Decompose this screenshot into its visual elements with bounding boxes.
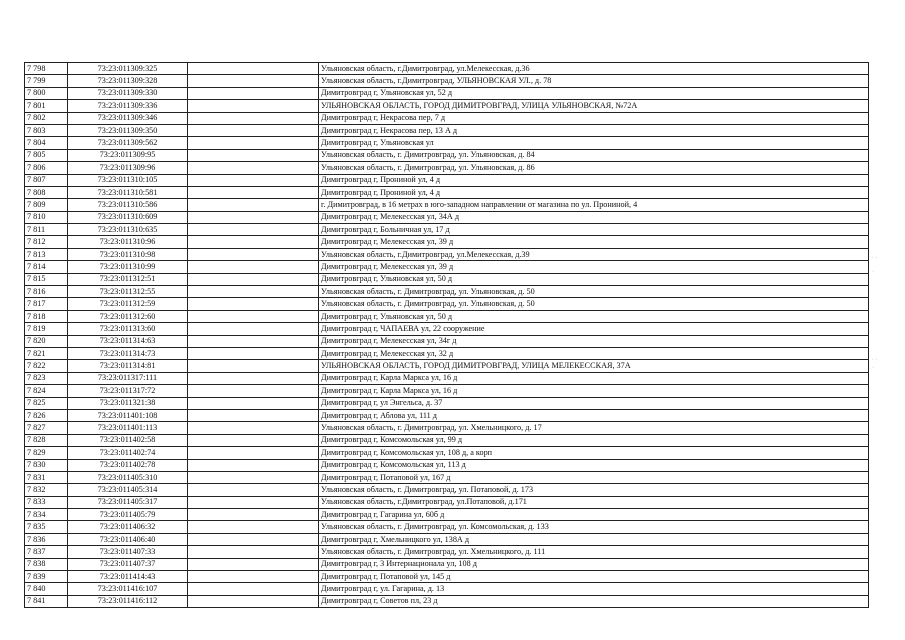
- row-number-cell: 7 832: [25, 484, 68, 496]
- row-number-cell: 7 831: [25, 471, 68, 483]
- empty-cell: [188, 372, 319, 384]
- row-number-cell: 7 828: [25, 434, 68, 446]
- table-row: [25, 174, 869, 186]
- row-number-cell: 7 798: [25, 63, 68, 75]
- cadastral-number-cell: 73:23:011405:314: [68, 484, 188, 496]
- table-body: [25, 63, 869, 608]
- cadastral-number-cell: 73:23:011405:317: [68, 496, 188, 508]
- address-cell: Димитровград г, Больничная ул, 17 д: [319, 224, 869, 236]
- row-number-cell: 7 821: [25, 347, 68, 359]
- table-row: [25, 286, 869, 298]
- empty-cell: [188, 422, 319, 434]
- cadastral-number-cell: 73:23:011405:79: [68, 509, 188, 521]
- table-row: [25, 211, 869, 223]
- empty-cell: [188, 323, 319, 335]
- address-cell: Димитровград г, Прониной ул, 4 д: [319, 186, 869, 198]
- empty-cell: [188, 509, 319, 521]
- address-cell: Димитровград г, Хмельницкого ул, 138А д: [319, 533, 869, 545]
- table-row: [25, 571, 869, 583]
- address-cell: Димитровград г, Гагарина ул, 60б д: [319, 509, 869, 521]
- address-cell: Димитровград г, ул. Гагарина, д. 13: [319, 583, 869, 595]
- cadastral-number-cell: 73:23:011309:346: [68, 112, 188, 124]
- empty-cell: [188, 162, 319, 174]
- cadastral-number-cell: 73:23:011309:330: [68, 87, 188, 99]
- table-row: [25, 347, 869, 359]
- empty-cell: [188, 533, 319, 545]
- table-row: [25, 149, 869, 161]
- table-row: [25, 137, 869, 149]
- empty-cell: [188, 595, 319, 607]
- row-number-cell: 7 806: [25, 162, 68, 174]
- table-row: [25, 484, 869, 496]
- cadastral-number-cell: 73:23:011405:310: [68, 471, 188, 483]
- table-row: [25, 236, 869, 248]
- cadastral-number-cell: 73:23:011416:112: [68, 595, 188, 607]
- row-number-cell: 7 829: [25, 447, 68, 459]
- empty-cell: [188, 63, 319, 75]
- address-cell: Димитровград г, Потаповой ул, 145 д: [319, 571, 869, 583]
- empty-cell: [188, 186, 319, 198]
- address-cell: Димитровград г, Карла Маркса ул, 16 д: [319, 372, 869, 384]
- cadastral-number-cell: 73:23:011309:562: [68, 137, 188, 149]
- address-cell: г. Димитровград, в 16 метрах в юго-западном направлении от магазина по ул. Прониной, 4: [319, 199, 869, 211]
- empty-cell: [188, 248, 319, 260]
- address-cell: Димитровград г, Ульяновская ул, 52 д: [319, 87, 869, 99]
- empty-cell: [188, 87, 319, 99]
- cadastral-number-cell: 73:23:011312:51: [68, 273, 188, 285]
- row-number-cell: 7 801: [25, 100, 68, 112]
- empty-cell: [188, 496, 319, 508]
- empty-cell: [188, 273, 319, 285]
- table-row: [25, 397, 869, 409]
- cadastral-number-cell: 73:23:011406:40: [68, 533, 188, 545]
- row-number-cell: 7 811: [25, 224, 68, 236]
- table-row: [25, 521, 869, 533]
- empty-cell: [188, 236, 319, 248]
- row-number-cell: 7 810: [25, 211, 68, 223]
- row-number-cell: 7 799: [25, 75, 68, 87]
- empty-cell: [188, 484, 319, 496]
- address-cell: Ульяновская область, г.Димитровград, УЛЬЯНОВСКАЯ УЛ., д. 78: [319, 75, 869, 87]
- address-cell: Димитровград г, Некрасова пер, 13 А д: [319, 124, 869, 136]
- address-cell: Димитровград г, Мелекесская ул, 34г д: [319, 335, 869, 347]
- table-row: [25, 546, 869, 558]
- table-row: [25, 533, 869, 545]
- address-cell: Ульяновская область, г. Димитровград, ул. Ульяновская, д. 86: [319, 162, 869, 174]
- cadastral-number-cell: 73:23:011309:350: [68, 124, 188, 136]
- table-row: [25, 199, 869, 211]
- margin-scan-marks: · · · · · ·: [872, 255, 878, 371]
- row-number-cell: 7 814: [25, 261, 68, 273]
- cadastral-number-cell: 73:23:011309:325: [68, 63, 188, 75]
- cadastral-number-cell: 73:23:011401:113: [68, 422, 188, 434]
- row-number-cell: 7 836: [25, 533, 68, 545]
- row-number-cell: 7 816: [25, 286, 68, 298]
- cadastral-number-cell: 73:23:011309:328: [68, 75, 188, 87]
- empty-cell: [188, 409, 319, 421]
- row-number-cell: 7 819: [25, 323, 68, 335]
- address-cell: Димитровград г, Советов пл, 23 д: [319, 595, 869, 607]
- row-number-cell: 7 826: [25, 409, 68, 421]
- cadastral-number-cell: 73:23:011310:635: [68, 224, 188, 236]
- address-cell: Димитровград г, ул Энгельса, д. 37: [319, 397, 869, 409]
- address-cell: Ульяновская область, г. Димитровград, ул. Хмельницкого, д. 111: [319, 546, 869, 558]
- empty-cell: [188, 434, 319, 446]
- row-number-cell: 7 833: [25, 496, 68, 508]
- address-cell: Димитровград г, Мелекесская ул, 34А д: [319, 211, 869, 223]
- empty-cell: [188, 174, 319, 186]
- table-row: [25, 162, 869, 174]
- row-number-cell: 7 841: [25, 595, 68, 607]
- address-cell: Димитровград г, Прониной ул, 4 д: [319, 174, 869, 186]
- table-row: [25, 360, 869, 372]
- address-cell: Димитровград г, Аблова ул, 111 д: [319, 409, 869, 421]
- empty-cell: [188, 298, 319, 310]
- address-cell: Димитровград г, Потаповой ул, 167 д: [319, 471, 869, 483]
- cadastral-number-cell: 73:23:011309:96: [68, 162, 188, 174]
- table-row: [25, 298, 869, 310]
- table-row: [25, 447, 869, 459]
- row-number-cell: 7 809: [25, 199, 68, 211]
- address-cell: УЛЬЯНОВСКАЯ ОБЛАСТЬ, ГОРОД ДИМИТРОВГРАД, УЛИЦА УЛЬЯНОВСКАЯ, №72А: [319, 100, 869, 112]
- address-cell: Ульяновская область, г.Димитровград, ул.Мелекесская, д.36: [319, 63, 869, 75]
- table-row: [25, 471, 869, 483]
- cadastral-number-cell: 73:23:011313:60: [68, 323, 188, 335]
- empty-cell: [188, 75, 319, 87]
- table-row: [25, 100, 869, 112]
- row-number-cell: 7 808: [25, 186, 68, 198]
- table-row: [25, 583, 869, 595]
- empty-cell: [188, 558, 319, 570]
- cadastral-number-cell: 73:23:011314:81: [68, 360, 188, 372]
- cadastral-number-cell: 73:23:011402:58: [68, 434, 188, 446]
- table-row: [25, 273, 869, 285]
- cadastral-number-cell: 73:23:011321:38: [68, 397, 188, 409]
- address-cell: Димитровград г, Карла Маркса ул, 16 д: [319, 385, 869, 397]
- cadastral-number-cell: 73:23:011309:95: [68, 149, 188, 161]
- cadastral-number-cell: 73:23:011317:111: [68, 372, 188, 384]
- address-cell: Ульяновская область, г. Димитровград, ул. Ульяновская, д. 84: [319, 149, 869, 161]
- address-cell: Димитровград г, Ульяновская ул: [319, 137, 869, 149]
- row-number-cell: 7 824: [25, 385, 68, 397]
- address-cell: Ульяновская область, г. Димитровград, ул. Потаповой, д. 173: [319, 484, 869, 496]
- empty-cell: [188, 583, 319, 595]
- row-number-cell: 7 837: [25, 546, 68, 558]
- empty-cell: [188, 459, 319, 471]
- row-number-cell: 7 800: [25, 87, 68, 99]
- table-row: [25, 509, 869, 521]
- row-number-cell: 7 805: [25, 149, 68, 161]
- empty-cell: [188, 385, 319, 397]
- cadastral-number-cell: 73:23:011406:32: [68, 521, 188, 533]
- cadastral-number-cell: 73:23:011309:336: [68, 100, 188, 112]
- cadastral-number-cell: 73:23:011312:55: [68, 286, 188, 298]
- row-number-cell: 7 804: [25, 137, 68, 149]
- address-cell: Ульяновская область, г. Димитровград, ул. Комсомольская, д. 133: [319, 521, 869, 533]
- table-row: [25, 558, 869, 570]
- address-cell: Ульяновская область, г. Димитровград, ул. Ульяновская, д. 50: [319, 298, 869, 310]
- table-row: [25, 63, 869, 75]
- cadastral-number-cell: 73:23:011416:107: [68, 583, 188, 595]
- row-number-cell: 7 802: [25, 112, 68, 124]
- row-number-cell: 7 807: [25, 174, 68, 186]
- empty-cell: [188, 571, 319, 583]
- table-row: [25, 422, 869, 434]
- address-cell: УЛЬЯНОВСКАЯ ОБЛАСТЬ, ГОРОД ДИМИТРОВГРАД, УЛИЦА МЕЛЕКЕССКАЯ, 37А: [319, 360, 869, 372]
- empty-cell: [188, 335, 319, 347]
- cadastral-number-cell: 73:23:011312:59: [68, 298, 188, 310]
- empty-cell: [188, 521, 319, 533]
- cadastral-number-cell: 73:23:011310:98: [68, 248, 188, 260]
- empty-cell: [188, 397, 319, 409]
- cadastral-number-cell: 73:23:011310:99: [68, 261, 188, 273]
- table-row: [25, 75, 869, 87]
- row-number-cell: 7 834: [25, 509, 68, 521]
- address-cell: Димитровград г, Комсомольская ул, 108 д, а корп: [319, 447, 869, 459]
- address-cell: Димитровград г, Мелекесская ул, 39 д: [319, 261, 869, 273]
- empty-cell: [188, 112, 319, 124]
- row-number-cell: 7 830: [25, 459, 68, 471]
- cadastral-number-cell: 73:23:011407:37: [68, 558, 188, 570]
- table-row: [25, 595, 869, 607]
- cadastral-number-cell: 73:23:011310:581: [68, 186, 188, 198]
- empty-cell: [188, 546, 319, 558]
- table-row: [25, 459, 869, 471]
- cadastral-number-cell: 73:23:011310:586: [68, 199, 188, 211]
- row-number-cell: 7 825: [25, 397, 68, 409]
- address-cell: Димитровград г, Мелекесская ул, 39 д: [319, 236, 869, 248]
- table-row: [25, 434, 869, 446]
- cadastral-number-cell: 73:23:011317:72: [68, 385, 188, 397]
- address-cell: Димитровград г, Мелекесская ул, 32 д: [319, 347, 869, 359]
- empty-cell: [188, 286, 319, 298]
- cadastral-number-cell: 73:23:011310:609: [68, 211, 188, 223]
- table-row: [25, 335, 869, 347]
- table-row: [25, 248, 869, 260]
- empty-cell: [188, 347, 319, 359]
- empty-cell: [188, 261, 319, 273]
- address-cell: Ульяновская область, г. Димитровград, ул. Ульяновская, д. 50: [319, 286, 869, 298]
- cadastral-number-cell: 73:23:011310:96: [68, 236, 188, 248]
- table-row: [25, 385, 869, 397]
- row-number-cell: 7 835: [25, 521, 68, 533]
- empty-cell: [188, 149, 319, 161]
- cadastral-number-cell: 73:23:011402:74: [68, 447, 188, 459]
- empty-cell: [188, 224, 319, 236]
- table-row: [25, 124, 869, 136]
- row-number-cell: 7 838: [25, 558, 68, 570]
- table-row: [25, 186, 869, 198]
- empty-cell: [188, 310, 319, 322]
- empty-cell: [188, 124, 319, 136]
- cadastral-number-cell: 73:23:011407:33: [68, 546, 188, 558]
- empty-cell: [188, 199, 319, 211]
- address-cell: Димитровград г, 3 Интернационала ул, 108 д: [319, 558, 869, 570]
- row-number-cell: 7 803: [25, 124, 68, 136]
- address-cell: Димитровград г, Комсомольская ул, 99 д: [319, 434, 869, 446]
- address-cell: Ульяновская область, г.Димитровград, ул.Потаповой, д.171: [319, 496, 869, 508]
- table-row: [25, 372, 869, 384]
- empty-cell: [188, 211, 319, 223]
- table-row: [25, 323, 869, 335]
- table-row: [25, 409, 869, 421]
- cadastral-number-cell: 73:23:011314:73: [68, 347, 188, 359]
- row-number-cell: 7 820: [25, 335, 68, 347]
- empty-cell: [188, 100, 319, 112]
- cadastral-number-cell: 73:23:011401:108: [68, 409, 188, 421]
- cadastral-number-cell: 73:23:011314:63: [68, 335, 188, 347]
- address-cell: Димитровград г, Ульяновская ул, 50 д: [319, 310, 869, 322]
- cadastral-number-cell: 73:23:011312:60: [68, 310, 188, 322]
- table-row: [25, 261, 869, 273]
- table-row: [25, 310, 869, 322]
- address-register-table: [24, 62, 869, 608]
- table-row: [25, 496, 869, 508]
- row-number-cell: 7 822: [25, 360, 68, 372]
- row-number-cell: 7 813: [25, 248, 68, 260]
- row-number-cell: 7 839: [25, 571, 68, 583]
- row-number-cell: 7 827: [25, 422, 68, 434]
- cadastral-number-cell: 73:23:011310:105: [68, 174, 188, 186]
- row-number-cell: 7 812: [25, 236, 68, 248]
- table-row: [25, 87, 869, 99]
- row-number-cell: 7 818: [25, 310, 68, 322]
- cadastral-number-cell: 73:23:011414:43: [68, 571, 188, 583]
- address-cell: Димитровград г, Ульяновская ул, 50 д: [319, 273, 869, 285]
- address-cell: Димитровград г, ЧАПАЕВА ул, 22 сооружение: [319, 323, 869, 335]
- empty-cell: [188, 137, 319, 149]
- table-row: [25, 224, 869, 236]
- empty-cell: [188, 360, 319, 372]
- row-number-cell: 7 823: [25, 372, 68, 384]
- table-row: [25, 112, 869, 124]
- address-cell: Димитровград г, Комсомольская ул, 113 д: [319, 459, 869, 471]
- cadastral-number-cell: 73:23:011402:78: [68, 459, 188, 471]
- empty-cell: [188, 471, 319, 483]
- row-number-cell: 7 840: [25, 583, 68, 595]
- address-cell: Ульяновская область, г. Димитровград, ул. Хмельницкого, д. 17: [319, 422, 869, 434]
- address-cell: Ульяновская область, г.Димитровград, ул.Мелекесская, д.39: [319, 248, 869, 260]
- row-number-cell: 7 815: [25, 273, 68, 285]
- empty-cell: [188, 447, 319, 459]
- row-number-cell: 7 817: [25, 298, 68, 310]
- address-cell: Димитровград г, Некрасова пер, 7 д: [319, 112, 869, 124]
